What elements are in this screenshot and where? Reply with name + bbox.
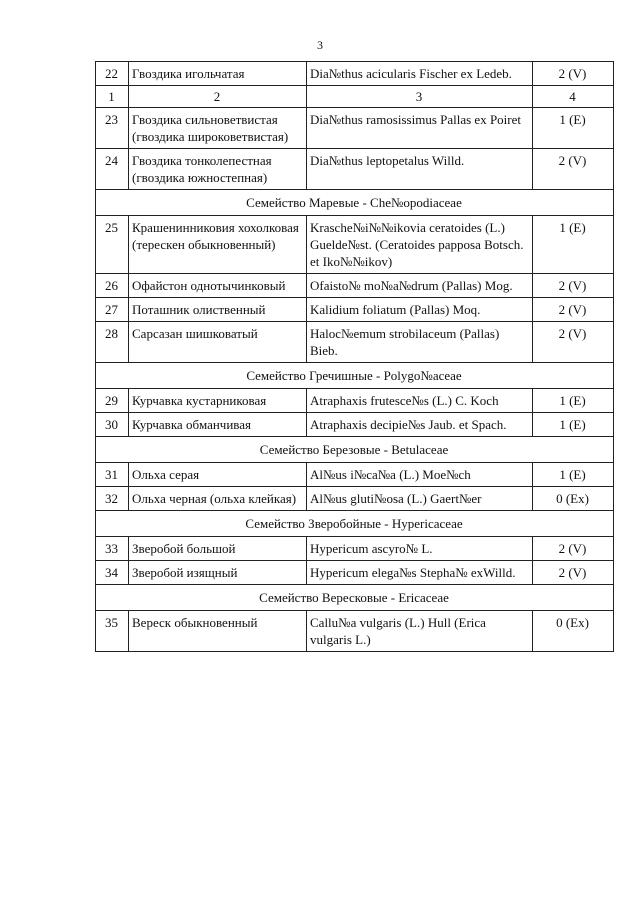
latin-name: Dia№thus ramosissimus Pallas ex Poiret: [307, 108, 533, 149]
latin-name: Al№us i№ca№a (L.) Moe№ch: [307, 463, 533, 487]
russian-name: Гвоздика сильноветвистая (гвоздика широковетвистая): [129, 108, 307, 149]
rarity-category: 1 (E): [533, 389, 614, 413]
latin-name: Dia№thus leptopetalus Willd.: [307, 149, 533, 190]
column-number-2: 2: [129, 86, 307, 108]
species-number: 22: [96, 62, 129, 86]
species-row: [96, 463, 614, 487]
species-number: 26: [96, 274, 129, 298]
species-row: [96, 561, 614, 585]
rarity-category: 1 (E): [533, 108, 614, 149]
species-row: [96, 108, 614, 149]
family-heading: Семейство Вересковые - Ericaceae: [96, 585, 614, 611]
latin-name: Atraphaxis decipie№s Jaub. et Spach.: [307, 413, 533, 437]
rarity-category: 0 (Ex): [533, 487, 614, 511]
rarity-category: 1 (E): [533, 216, 614, 274]
family-heading: Семейство Гречишные - Polygo№aceae: [96, 363, 614, 389]
family-row: [96, 437, 614, 463]
species-row: [96, 322, 614, 363]
rarity-category: 2 (V): [533, 322, 614, 363]
family-row: [96, 585, 614, 611]
latin-name: Ofaisto№ mo№a№drum (Pallas) Mog.: [307, 274, 533, 298]
family-heading: Семейство Маревые - Che№opodiaceae: [96, 190, 614, 216]
species-number: 27: [96, 298, 129, 322]
species-row: [96, 298, 614, 322]
column-number-4: 4: [533, 86, 614, 108]
latin-name: Krasche№i№№ikovia ceratoides (L.) Guelde№st. (Ceratoides papposa Botsch. et Iko№№ikov): [307, 216, 533, 274]
red-book-species-table: [95, 61, 614, 652]
latin-name: Hypericum elega№s Stepha№ exWilld.: [307, 561, 533, 585]
latin-name: Hypericum ascyro№ L.: [307, 537, 533, 561]
species-number: 31: [96, 463, 129, 487]
russian-name: Гвоздика тонколепестная (гвоздика южностепная): [129, 149, 307, 190]
latin-name: Al№us gluti№osa (L.) Gaert№er: [307, 487, 533, 511]
family-row: [96, 190, 614, 216]
latin-name: Haloc№emum strobilaceum (Pallas) Bieb.: [307, 322, 533, 363]
rarity-category: 2 (V): [533, 62, 614, 86]
family-row: [96, 511, 614, 537]
species-number: 29: [96, 389, 129, 413]
russian-name: Сарсазан шишковатый: [129, 322, 307, 363]
russian-name: Курчавка обманчивая: [129, 413, 307, 437]
family-row: [96, 363, 614, 389]
species-row: [96, 537, 614, 561]
page-number: 3: [317, 38, 323, 52]
rarity-category: 2 (V): [533, 561, 614, 585]
species-number: 34: [96, 561, 129, 585]
rarity-category: 2 (V): [533, 298, 614, 322]
russian-name: Зверобой большой: [129, 537, 307, 561]
russian-name: Зверобой изящный: [129, 561, 307, 585]
species-number: 23: [96, 108, 129, 149]
species-row: [96, 149, 614, 190]
family-heading: Семейство Березовые - Betulaceae: [96, 437, 614, 463]
russian-name: Крашенинниковия хохолковая (терескен обыкновенный): [129, 216, 307, 274]
latin-name: Kalidium foliatum (Pallas) Moq.: [307, 298, 533, 322]
species-number: 28: [96, 322, 129, 363]
rarity-category: 1 (E): [533, 463, 614, 487]
species-row: [96, 274, 614, 298]
russian-name: Поташник олиственный: [129, 298, 307, 322]
latin-name: Atraphaxis frutesce№s (L.) C. Koch: [307, 389, 533, 413]
species-number: 32: [96, 487, 129, 511]
russian-name: Офайстон однотычинковый: [129, 274, 307, 298]
rarity-category: 1 (E): [533, 413, 614, 437]
rarity-category: 2 (V): [533, 149, 614, 190]
species-number: 30: [96, 413, 129, 437]
column-number-row: [96, 86, 614, 108]
species-number: 24: [96, 149, 129, 190]
russian-name: Вереск обыкновенный: [129, 611, 307, 652]
species-number: 25: [96, 216, 129, 274]
russian-name: Курчавка кустарниковая: [129, 389, 307, 413]
species-row: [96, 611, 614, 652]
latin-name: Callu№a vulgaris (L.) Hull (Erica vulgaris L.): [307, 611, 533, 652]
column-number-1: 1: [96, 86, 129, 108]
species-number: 33: [96, 537, 129, 561]
russian-name: Гвоздика игольчатая: [129, 62, 307, 86]
russian-name: Ольха черная (ольха клейкая): [129, 487, 307, 511]
family-heading: Семейство Зверобойные - Hypericaceae: [96, 511, 614, 537]
column-number-3: 3: [307, 86, 533, 108]
species-number: 35: [96, 611, 129, 652]
species-row: [96, 389, 614, 413]
rarity-category: 0 (Ex): [533, 611, 614, 652]
species-row: [96, 216, 614, 274]
russian-name: Ольха серая: [129, 463, 307, 487]
rarity-category: 2 (V): [533, 537, 614, 561]
species-row: [96, 487, 614, 511]
latin-name: Dia№thus acicularis Fischer ex Ledeb.: [307, 62, 533, 86]
species-row: [96, 413, 614, 437]
table-body: [96, 62, 614, 652]
rarity-category: 2 (V): [533, 274, 614, 298]
species-row: [96, 62, 614, 86]
